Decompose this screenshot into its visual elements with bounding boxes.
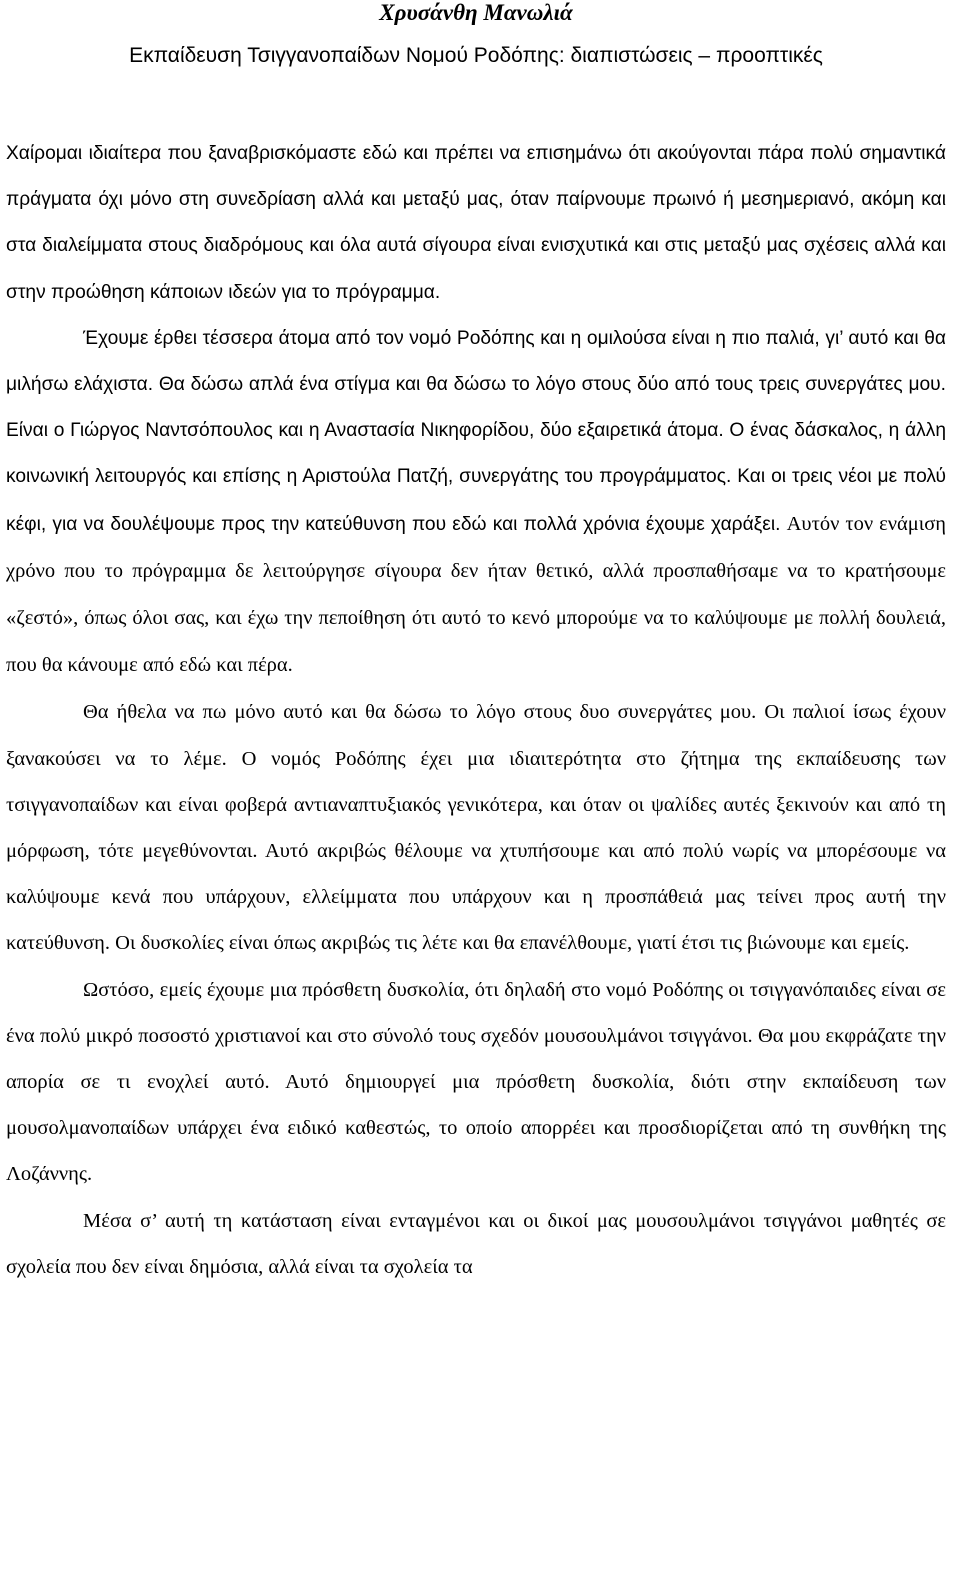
paragraph-1 [6, 131, 946, 316]
paragraph-5-text: Μέσα σ’ αυτή τη κατάσταση είναι ενταγμένοι και οι δικοί μας μουσουλμάνοι τσιγγάνοι μαθητές σε σχολεία που δεν είναι δημόσια, αλλά είναι τα σχολεία τα [6, 1209, 946, 1278]
author-name: Χρυσάνθη Μανωλιά [379, 0, 573, 25]
paragraph-1-text: Χαίρομαι ιδιαίτερα που ξαναβρισκόμαστε εδώ και πρέπει να επισημάνω ότι ακούγονται πάρα πολύ σημαντικά πράγματα όχι μόνο στη συνεδρίαση αλλά και μεταξύ μας, όταν παίρνουμε πρωινό ή μεσημεριανό, ακόμη και στα διαλείμματα στους διαδρόμους και όλα αυτά σίγουρα είναι ενισχυτικά και στις μεταξύ μας σχέσεις αλλά και στην προώθηση κάποιων ιδεών για το πρόγραμμα. [6, 143, 946, 303]
paragraph-2-text-part-2: Αυτόν τον ενάμιση χρόνο που το πρόγραμμα δε λειτούργησε σίγουρα δεν ήταν θετικό, αλλά προσπαθήσαμε να το κρατήσουμε «ζεστό», όπως όλοι σας, και έχω την πεποίθηση ότι αυτό το κενό μπορούμε να το καλύψουμε με πολλή δουλειά, που θα κάνουμε από εδώ και πέρα. [6, 512, 946, 677]
document-title: Εκπαίδευση Τσιγγανοπαίδων Νομού Ροδόπης: διαπιστώσεις – προοπτικές [129, 44, 823, 67]
paragraph-5 [6, 1198, 946, 1290]
document-body [6, 131, 946, 1290]
paragraph-3-text: Θα ήθελα να πω μόνο αυτό και θα δώσω το λόγο στους δυο συνεργάτες μου. Οι παλιοί ίσως έχουν ξανακούσει να το λέμε. Ο νομός Ροδόπης έχει μια ιδιαιτερότητα στο ζήτημα της εκπαίδευσης των τσιγγανοπαίδων και είναι φοβερά αντιαναπτυξιακός γενικότερα, και όταν οι ψαλίδες αυτές ξεκινούν και από τη μόρφωση, τότε μεγεθύνονται. Αυτό ακριβώς θέλουμε να χτυπήσουμε και από πολύ νωρίς να μπορέσουμε να καλύψουμε κενά που υπάρχουν, ελλείμματα που υπάρχουν και η προσπάθειά μας τείνει προς αυτή την κατεύθυνση. Οι δυσκολίες είναι όπως ακριβώς τις λέτε και θα επανέλθουμε, γιατί έτσι τις βιώνουμε και εμείς. [6, 701, 946, 955]
paragraph-3 [6, 689, 946, 966]
paragraph-4 [6, 967, 946, 1198]
document-page [6, 0, 946, 1290]
paragraph-2-text-part-1: Έχουμε έρθει τέσσερα άτομα από τον νομό Ροδόπης και η ομιλούσα είναι η πιο παλιά, γι’ αυτό και θα μιλήσω ελάχιστα. Θα δώσω απλά ένα στίγμα και θα δώσω το λόγο στους δύο από τους τρεις συνεργάτες μου. Είναι ο Γιώργος Ναντσόπουλος και η Αναστασία Νικηφορίδου, δύο εξαιρετικά άτομα. Ο ένας δάσκαλος, η άλλη κοινωνική λειτουργός και επίσης η Αριστούλα Πατζή, συνεργάτης του προγράμματος. Και οι τρεις νέοι με πολύ κέφι, για να δουλέψουμε προς την κατεύθυνση που εδώ και πολλά χρόνια έχουμε χαράξει. [6, 327, 946, 535]
paragraph-2 [6, 316, 946, 690]
paragraph-4-text: Ωστόσο, εμείς έχουμε μια πρόσθετη δυσκολία, ότι δηλαδή στο νομό Ροδόπης οι τσιγγανόπαιδες είναι σε ένα πολύ μικρό ποσοστό χριστιανοί και στο σύνολό τους σχεδόν μουσουλμάνοι τσιγγάνοι. Θα μου εκφράζατε την απορία σε τι ενοχλεί αυτό. Αυτό δημιουργεί μια πρόσθετη δυσκολία, διότι στην εκπαίδευση των μουσολμανοπαίδων υπάρχει ένα ειδικό καθεστώς, το οποίο απορρέει και προσδιορίζεται από τη συνθήκη της Λοζάννης. [6, 978, 946, 1186]
